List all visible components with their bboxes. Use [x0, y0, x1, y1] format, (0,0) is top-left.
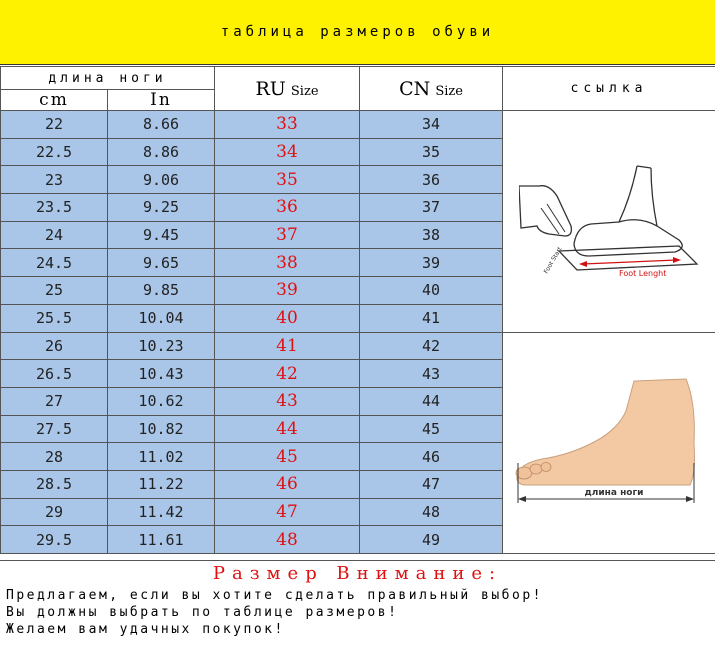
cell-in: 11.22 [108, 470, 215, 498]
cell-cn: 35 [360, 138, 503, 166]
cell-cm: 27.5 [1, 415, 108, 443]
cell-cm: 25.5 [1, 304, 108, 332]
cell-cn: 46 [360, 443, 503, 471]
size-table-body [1, 111, 715, 554]
header-cn-label: CN [399, 78, 430, 100]
table-row [1, 332, 715, 360]
cell-in: 10.04 [108, 304, 215, 332]
cell-in: 11.42 [108, 498, 215, 526]
size-table-wrapper [0, 66, 715, 554]
footer-line: Предлагаем, если вы хотите сделать правильный выбор! [6, 587, 715, 604]
foot-length-ru-label: длина ноги [584, 488, 643, 498]
footer-notice [0, 560, 715, 647]
cell-cn: 41 [360, 304, 503, 332]
foot-start-label: Foot Start [543, 246, 564, 276]
foot-illustration-cell [503, 332, 715, 554]
header-cm: cm [1, 90, 108, 111]
cell-cn: 34 [360, 111, 503, 139]
cell-in: 9.25 [108, 194, 215, 222]
cell-ru: 38 [215, 249, 360, 277]
cell-in: 8.66 [108, 111, 215, 139]
footer-notes [0, 587, 715, 638]
cell-ru: 41 [215, 332, 360, 360]
cell-ru: 44 [215, 415, 360, 443]
cell-ru: 46 [215, 470, 360, 498]
cell-in: 9.65 [108, 249, 215, 277]
cell-ru: 33 [215, 111, 360, 139]
cell-cm: 23.5 [1, 194, 108, 222]
cell-cn: 43 [360, 360, 503, 388]
header-ru-size-word: Size [291, 84, 319, 99]
cell-cm: 22 [1, 111, 108, 139]
cell-ru: 34 [215, 138, 360, 166]
cell-cm: 28 [1, 443, 108, 471]
cell-in: 11.02 [108, 443, 215, 471]
cell-ru: 48 [215, 526, 360, 554]
cell-ru: 43 [215, 387, 360, 415]
footer-line: Желаем вам удачных покупок! [6, 621, 715, 638]
cell-cm: 24 [1, 221, 108, 249]
cell-cm: 27 [1, 387, 108, 415]
cell-ru: 40 [215, 304, 360, 332]
cell-cn: 39 [360, 249, 503, 277]
cell-ru: 47 [215, 498, 360, 526]
chart-title: таблица размеров обуви [0, 0, 715, 65]
header-ru-label: RU [255, 78, 285, 100]
cell-cm: 29.5 [1, 526, 108, 554]
cell-cn: 42 [360, 332, 503, 360]
header-link: ссылка [503, 67, 715, 111]
cell-in: 8.86 [108, 138, 215, 166]
cell-cn: 37 [360, 194, 503, 222]
cell-cm: 24.5 [1, 249, 108, 277]
cell-cn: 36 [360, 166, 503, 194]
header-ru-size [215, 67, 360, 111]
cell-ru: 45 [215, 443, 360, 471]
cell-cn: 48 [360, 498, 503, 526]
cell-in: 9.85 [108, 277, 215, 305]
table-row [1, 111, 715, 139]
cell-in: 10.62 [108, 387, 215, 415]
cell-cm: 28.5 [1, 470, 108, 498]
footer-line: Вы должны выбрать по таблице размеров! [6, 604, 715, 621]
cell-cm: 23 [1, 166, 108, 194]
cell-cn: 49 [360, 526, 503, 554]
cell-ru: 39 [215, 277, 360, 305]
size-table [0, 66, 715, 554]
cell-cm: 22.5 [1, 138, 108, 166]
cell-ru: 42 [215, 360, 360, 388]
cell-cm: 26.5 [1, 360, 108, 388]
cell-cm: 25 [1, 277, 108, 305]
cell-ru: 36 [215, 194, 360, 222]
cell-ru: 35 [215, 166, 360, 194]
header-in: In [108, 90, 215, 111]
header-cn-size [360, 67, 503, 111]
header-cn-size-word: Size [435, 84, 463, 99]
cell-cm: 29 [1, 498, 108, 526]
cell-in: 9.45 [108, 221, 215, 249]
header-foot-length: длина ноги [1, 67, 215, 90]
cell-in: 11.61 [108, 526, 215, 554]
cell-cn: 40 [360, 277, 503, 305]
foot-length-en-label: Foot Lenght [619, 269, 666, 278]
measure-illustration-cell [503, 111, 715, 333]
cell-cn: 45 [360, 415, 503, 443]
cell-in: 10.23 [108, 332, 215, 360]
bare-foot-illustration [514, 373, 704, 513]
cell-cn: 38 [360, 221, 503, 249]
attention-heading: Размер Внимание: [0, 561, 715, 587]
cell-cm: 26 [1, 332, 108, 360]
cell-in: 10.43 [108, 360, 215, 388]
measure-foot-illustration [519, 156, 699, 286]
cell-cn: 47 [360, 470, 503, 498]
cell-cn: 44 [360, 387, 503, 415]
cell-in: 10.82 [108, 415, 215, 443]
cell-ru: 37 [215, 221, 360, 249]
cell-in: 9.06 [108, 166, 215, 194]
